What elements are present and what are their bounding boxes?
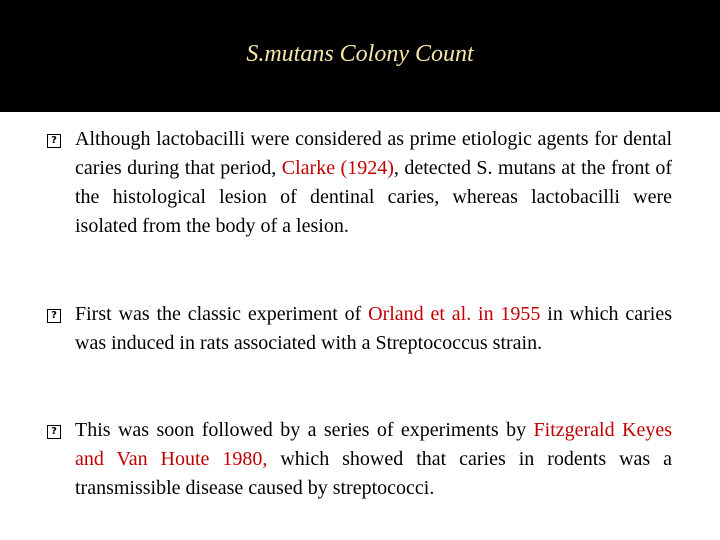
citation-highlight: Clarke (1924): [281, 157, 394, 179]
bullet-text: [75, 416, 672, 503]
citation-highlight: Fitzgerald Keyes and Van Houte 1980,: [75, 419, 672, 470]
bullet-box-icon: ?: [47, 134, 61, 148]
slide-title: S.mutans Colony Count: [246, 41, 474, 67]
title-band: [0, 0, 720, 112]
bullet-text-after: which showed that caries in rodents was a transmissible disease caused by streptococci.: [75, 448, 672, 499]
bullet-text-after: , detected S. mutans at the front of the histological lesion of dentinal caries, whereas lactobacilli were isolated from the body of a lesion.: [75, 157, 672, 237]
bullet-text: [75, 125, 672, 241]
bullet-text-before: This was soon followed by a series of experiments by: [75, 419, 534, 441]
bullet-box-icon: ?: [47, 425, 61, 439]
bullet-text: [75, 300, 672, 358]
citation-highlight: Orland et al. in 1955: [368, 303, 541, 325]
bullet-text-before: First was the classic experiment of: [75, 303, 369, 325]
bullet-text-before: Although lactobacilli were considered as prime etiologic agents for dental caries during that period,: [75, 128, 672, 179]
bullet-box-icon: ?: [47, 309, 61, 323]
bullet-text-after: in which caries was induced in rats associated with a Streptococcus strain.: [75, 303, 672, 354]
